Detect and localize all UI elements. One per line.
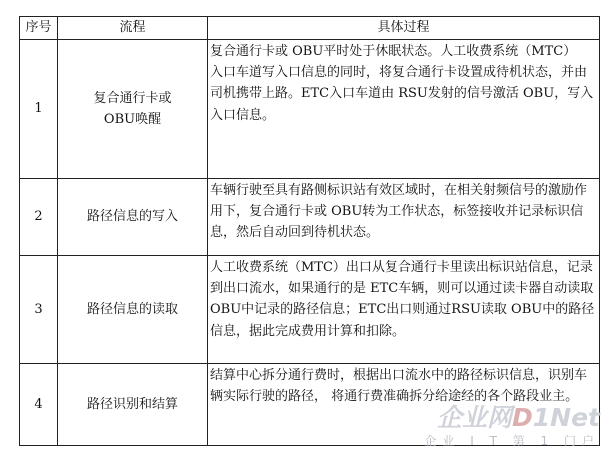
row-number: 1	[20, 40, 58, 179]
process-name-line: OBU唤醒	[103, 112, 162, 127]
detail-paragraph: 人工收费系统（MTC）出口从复合通行卡里读出标识站信息，记录到出口流水，如果通行的是 ETC车辆，则可以通过读卡器自动读取 OBU中记录的路径信息；ETC出口则通过RSU读取 OBU中的路径信息，据此完成费用计算和扣除。	[210, 260, 595, 339]
process-name	[58, 256, 208, 364]
table-row	[20, 256, 600, 364]
header-process: 流程	[58, 17, 208, 40]
process-detail	[208, 179, 600, 256]
header-seq: 序号	[20, 17, 58, 40]
process-detail	[208, 40, 600, 179]
table-row	[20, 364, 600, 446]
row-number: 2	[20, 179, 58, 256]
watermark-logo-accent: D	[512, 403, 533, 432]
detail-paragraph: 车辆行驶至具有路侧标识站有效区域时，在相关射频信号的激励作用下，复合通行卡或 OBU转为工作状态，标签接收并记录标识信息，然后自动回到待机状态。	[210, 183, 588, 241]
process-name-line: 路径信息的写入	[86, 209, 178, 225]
row-number: 3	[20, 256, 58, 364]
header-detail: 具体过程	[208, 17, 600, 40]
process-name	[58, 364, 208, 446]
watermark-logo-right: 1Net	[532, 403, 600, 432]
watermark-slogan: 企业 I T 第 1 门户	[424, 434, 600, 448]
table-row	[20, 179, 600, 256]
process-name-line: 路径识别和结算	[86, 396, 178, 412]
detail-paragraph: 结算中心拆分通行费时，根据出口流水中的路径标识信息，识别车辆实际行驶的路径， 将通行费准确拆分给途经的各个路段业主。	[210, 368, 588, 405]
table-row	[20, 40, 600, 179]
process-table	[19, 16, 600, 446]
process-detail	[208, 364, 600, 446]
process-name	[58, 179, 208, 256]
row-number: 4	[20, 364, 58, 446]
process-name-line: 复合通行卡或	[93, 90, 172, 106]
process-name-line: 路径信息的读取	[86, 301, 178, 317]
detail-paragraph: 入口车道写入口信息的同时，将复合通行卡设置成待机状态，并由司机携带上路。ETC入口车道由 RSU发射的信号激活 OBU，写入入口信息。	[210, 65, 594, 123]
process-detail	[208, 256, 600, 364]
watermark-logo-left: 企业网	[436, 403, 512, 432]
process-name	[58, 40, 208, 179]
table-header-row	[20, 17, 600, 40]
detail-paragraph: 复合通行卡或 OBU平时处于休眠状态。人工收费系统（MTC）	[210, 44, 577, 59]
